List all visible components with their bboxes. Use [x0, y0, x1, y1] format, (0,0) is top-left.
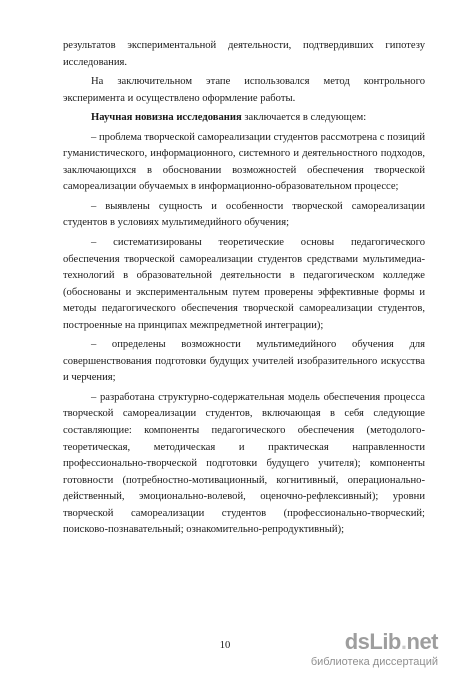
paragraph-results: [63, 38, 425, 71]
paragraph-text: – определены возможности мультимедийного обучения для совершенствования подготовки будущих учителей изобразительного искусства и черчения;: [63, 339, 425, 384]
paragraph-text: На заключительном этапе использовался метод контрольного эксперимента и осуществлено оформление работы.: [63, 76, 425, 104]
watermark-subtitle: библиотека диссертаций: [310, 656, 438, 668]
paragraph-final-stage: [63, 74, 425, 107]
paragraph-text: заключается в следующем:: [241, 112, 367, 124]
logo-tld: net: [406, 629, 438, 654]
paragraph-text: результатов экспериментальной деятельности, подтвердивших гипотезу исследования.: [63, 40, 425, 68]
paragraph-text: – разработана структурно-содержательная модель обеспечения процесса творческой самореализации студентов, включающая в себя следующие составляющие: компоненты педагогического обеспечения (методолого-теоретическая, методическая и практическая направленности профессионально-творческой подготовки будущего учителя); компоненты готовности (потребностно-мотивационный, когнитивный, операционально-действенный, эмоционально-волевой, оценочно-рефлексивный); уровни творческой самореализации студентов (профессионально-творческий; поисково-познавательный; ознакомительно-репродуктивный);: [63, 391, 425, 536]
dslib-logo: [345, 629, 438, 655]
list-item-determined: [63, 337, 425, 387]
list-item-essence: [63, 199, 425, 232]
list-item-problem: [63, 130, 425, 196]
list-item-systematized: [63, 235, 425, 334]
logo-dot: .: [400, 629, 407, 654]
novelty-heading: Научная новизна исследования: [91, 112, 242, 124]
paragraph-text: – проблема творческой самореализации студентов рассмотрена с позиций гуманистического, информационного, системного и деятельностного подходов, заключающихся в обосновании возможностей обеспечения творческой самореализации обучаемых в информационно-образовательном процессе;: [63, 131, 425, 193]
document-body: [63, 38, 425, 542]
paragraph-novelty-heading: [63, 110, 425, 127]
paragraph-text: – систематизированы теоретические основы педагогического обеспечения творческой самореализации студентов средствами мультимедиа-технологий в образовательной деятельности в педагогическом колледже (обоснованы и экспериментальным путем проверены эффективные формы и методы педагогического обеспечения творческой самореализации студентов, построенные на принципах межпредметной интеграции);: [63, 237, 425, 331]
list-item-model: [63, 390, 425, 539]
logo-main: dsLib: [344, 629, 401, 654]
paragraph-text: – выявлены сущность и особенности творческой самореализации студентов в условиях мультимедийного обучения;: [63, 200, 425, 229]
dslib-watermark: [288, 629, 438, 673]
page-number: 10: [219, 640, 231, 651]
